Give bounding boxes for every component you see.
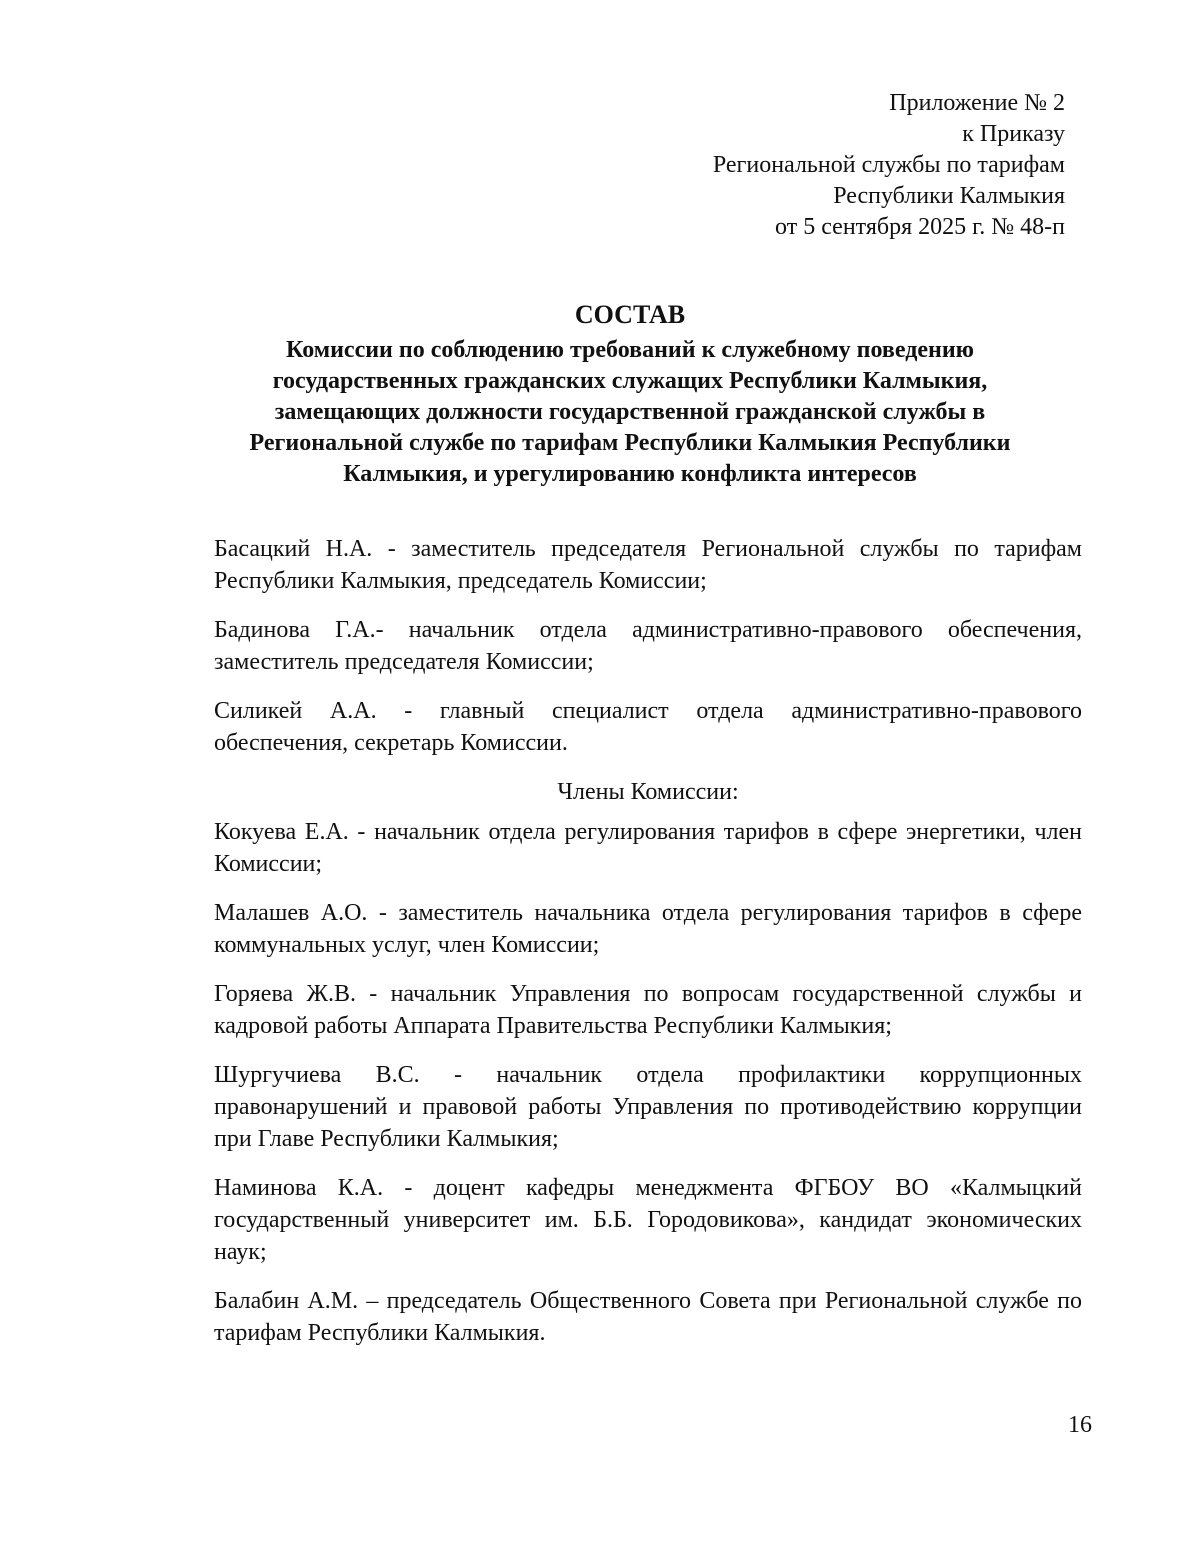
- document-subtitle: [190, 335, 1070, 490]
- subtitle-line: Комиссии по соблюдению требований к служебному поведению: [285, 337, 974, 363]
- appendix-line: Приложение № 2: [889, 90, 1065, 116]
- member-entry: Малашев А.О. - заместитель начальника отдела регулирования тарифов в сфере коммунальных услуг, член Комиссии;: [214, 900, 1082, 958]
- member-entry: Кокуева Е.А. - начальник отдела регулирования тарифов в сфере энергетики, член Комиссии;: [214, 819, 1082, 877]
- subtitle-line: Региональной службе по тарифам Республики Калмыкия Республики: [249, 430, 1011, 456]
- member-entry-secretary: Силикей А.А. - главный специалист отдела административно-правового обеспечения, секретарь Комиссии.: [214, 698, 1082, 756]
- appendix-line: к Приказу: [962, 121, 1065, 147]
- member-entry: Наминова К.А. - доцент кафедры менеджмента ФГБОУ ВО «Калмыцкий государственный университет им. Б.Б. Городовикова», кандидат экономических наук;: [214, 1175, 1082, 1265]
- document-heading: [190, 298, 1070, 490]
- member-entry: Шургучиева В.С. - начальник отдела профилактики коррупционных правонарушений и правовой работы Управления по противодействию коррупции при Главе Республики Калмыкия;: [214, 1062, 1082, 1152]
- subtitle-line: государственных гражданских служащих Республики Калмыкия,: [272, 368, 988, 394]
- subtitle-line: Калмыкия, и урегулированию конфликта интересов: [343, 461, 917, 487]
- subtitle-line: замещающих должности государственной гражданской службы в: [274, 399, 986, 425]
- member-entry: Балабин А.М. – председатель Общественного Совета при Региональной службе по тарифам Республики Калмыкия.: [214, 1288, 1082, 1346]
- members-list: [214, 533, 1082, 1366]
- appendix-header: [713, 88, 1065, 243]
- document-title: СОСТАВ: [574, 300, 686, 329]
- appendix-line: Региональной службы по тарифам: [712, 152, 1065, 178]
- appendix-line: Республики Калмыкия: [833, 183, 1065, 209]
- page-number: 16: [1068, 1412, 1092, 1438]
- section-label-members: Члены Комиссии:: [557, 779, 739, 805]
- appendix-line: от 5 сентября 2025 г. № 48-п: [775, 214, 1065, 240]
- member-entry: Горяева Ж.В. - начальник Управления по вопросам государственной службы и кадровой работы Аппарата Правительства Республики Калмыкия;: [214, 981, 1082, 1039]
- member-entry-deputy-chair: Бадинова Г.А.- начальник отдела административно-правового обеспечения, заместитель председателя Комиссии;: [214, 617, 1082, 675]
- member-entry-chair: Басацкий Н.А. - заместитель председателя Региональной службы по тарифам Республики Калмыкия, председатель Комиссии;: [214, 536, 1082, 594]
